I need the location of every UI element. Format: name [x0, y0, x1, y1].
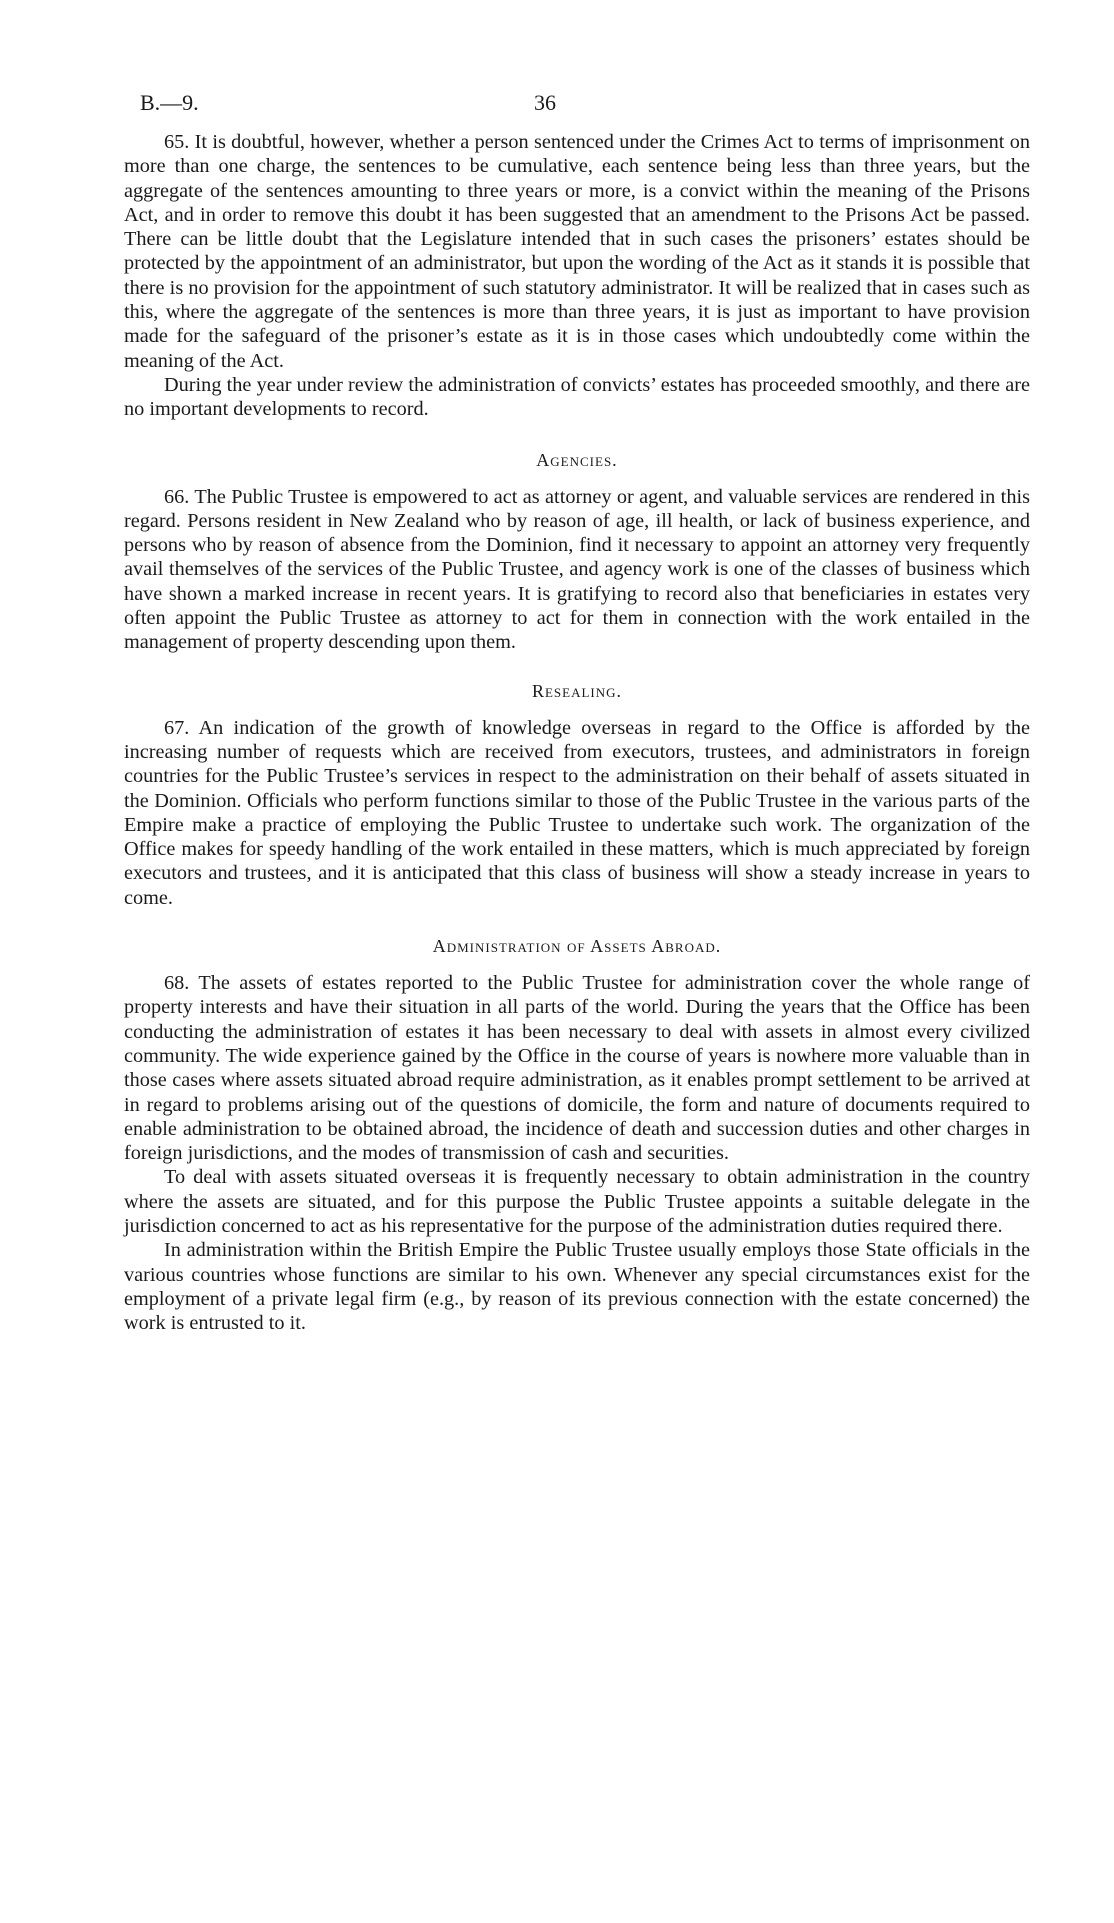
section-assets-abroad [124, 936, 1030, 1335]
paragraph-67: 67. An indication of the growth of knowledge overseas in regard to the Office is afforded by the increasing number of requests which are received from executors, trustees, and administrators in foreign countries for the Public Trustee’s services in respect to the administration on their behalf of assets situated in the Dominion. Officials who perform functions similar to those of the Public Trustee in the various parts of the Empire make a practice of employing the Public Trustee to undertake such work. The organization of the Office makes for speedy handling of the work entailed in these matters, which is much appreciated by foreign executors and trustees, and it is anticipated that this class of business will show a steady increase in years to come. [124, 716, 1030, 909]
section-heading-resealing: Resealing. [531, 680, 623, 701]
paragraph-68: 68. The assets of estates reported to the Public Trustee for administration cover the whole range of property interests and have their situation in all parts of the world. During the years that the Office has been conducting the administration of estates it has been necessary to deal with assets in almost every civilized community. The wide experience gained by the Office in the course of years is nowhere more valuable than in those cases where assets situated abroad require administration, as it enables prompt settlement to be arrived at in regard to problems arising out of the questions of domicile, the form and nature of documents required to enable administration to be obtained abroad, the incidence of death and succession duties and other charges in foreign jurisdictions, and the modes of transmission of cash and securities. [124, 972, 1030, 1165]
paragraph-68-overseas: To deal with assets situated overseas it is frequently necessary to obtain administration in the country where the assets are situated, and for this purpose the Public Trustee appoints a suitable delegate in the jurisdiction concerned to act as his representative for the purpose of the administration duties required there. [124, 1166, 1030, 1237]
running-header [124, 90, 1030, 130]
section-heading-assets-abroad: Administration of Assets Abroad. [432, 936, 722, 957]
page-number: 36 [534, 90, 556, 115]
section-agencies [124, 450, 1030, 655]
paragraph-66: 66. The Public Trustee is empowered to act as attorney or agent, and valuable services are rendered in this regard. Persons resident in New Zealand who by reason of age, ill health, or lack of business experience, and persons who by reason of absence from the Dominion, find it necessary to appoint an attorney very frequently avail themselves of the services of the Public Trustee, and agency work is one of the classes of business which have shown a marked increase in recent years. It is gratifying to record also that beneficiaries in estates very often appoint the Public Trustee as attorney to act for them in connection with the work entailed in the management of property descending upon them. [124, 485, 1030, 654]
paragraph-68-empire: In administration within the British Empire the Public Trustee usually employs those State officials in the various countries whose functions are similar to his own. Whenever any special circumstances exist for the employment of a private legal firm (e.g., by reason of its previous connection with the estate concerned) the work is entrusted to it. [124, 1239, 1030, 1335]
section-resealing [124, 681, 1030, 910]
document-page [124, 90, 1030, 1335]
document-code: B.—9. [140, 90, 199, 115]
section-convicts-estates [124, 130, 1030, 422]
paragraph-65: 65. It is doubtful, however, whether a person sentenced under the Crimes Act to terms of imprisonment on more than one charge, the sentences to be cumulative, each sentence being less than three years, but the aggregate of the sentences amounting to three years or more, is a convict within the meaning of the Prisons Act, and in order to remove this doubt it has been suggested that an amendment to the Prisons Act be passed. There can be little doubt that the Legislature intended that in such cases the prisoners’ estates should be protected by the appointment of an administrator, but upon the wording of the Act as it stands it is possible that there is no provision for the appointment of such statutory administrator. It will be realized that in cases such as this, where the aggregate of the sentences is more than three years, it is just as important to have provision made for the safeguard of the prisoner’s estate as it is in those cases which undoubtedly come within the meaning of the Act. [124, 131, 1030, 372]
section-heading-agencies: Agencies. [536, 449, 618, 470]
paragraph-65-continued: During the year under review the administration of convicts’ estates has proceeded smoothly, and there are no important developments to record. [124, 373, 1030, 421]
